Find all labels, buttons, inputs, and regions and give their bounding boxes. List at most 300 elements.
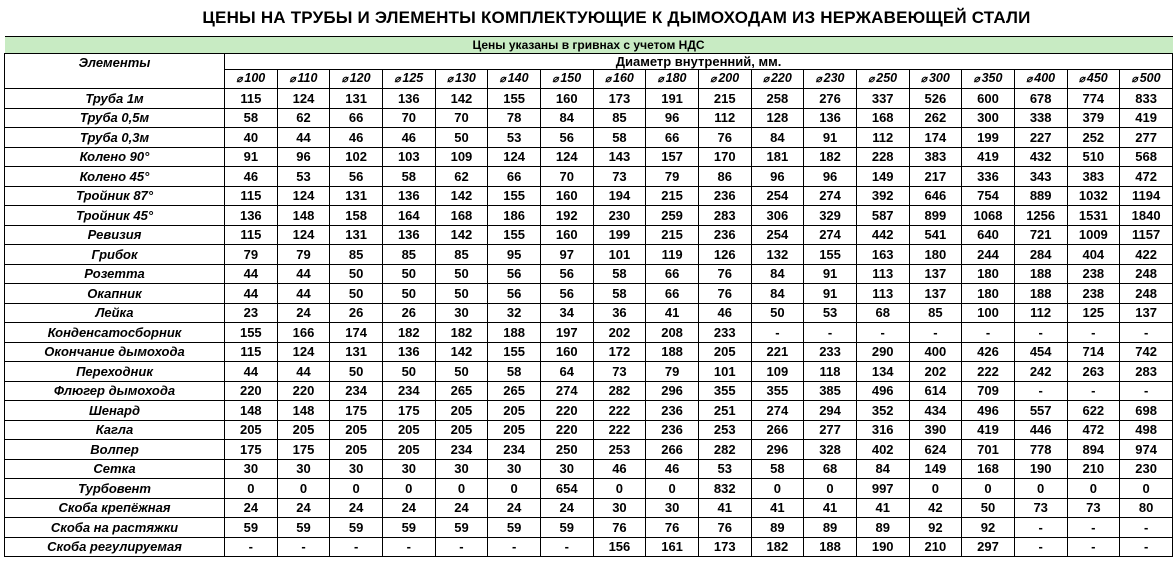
price-cell: 832 — [698, 479, 751, 499]
price-cell: 316 — [856, 420, 909, 440]
price-cell: 446 — [1014, 420, 1067, 440]
price-cell: 496 — [962, 401, 1015, 421]
price-cell: 124 — [488, 147, 541, 167]
diameter-cell — [698, 70, 751, 89]
price-cell: 379 — [1067, 108, 1120, 128]
price-cell: - — [1067, 537, 1120, 557]
price-cell: 50 — [435, 264, 488, 284]
diameter-cell — [540, 70, 593, 89]
price-cell: 115 — [225, 225, 278, 245]
element-name: Турбовент — [5, 479, 225, 499]
diameter-value: 140 — [507, 71, 529, 85]
element-name: Труба 0,3м — [5, 128, 225, 148]
element-name: Скоба на растяжки — [5, 518, 225, 538]
diameter-icon: ⌀ — [657, 74, 664, 85]
diameter-cell — [856, 70, 909, 89]
element-name: Скоба регулируемая — [5, 537, 225, 557]
price-cell: 58 — [225, 108, 278, 128]
price-cell: 156 — [593, 537, 646, 557]
price-cell: - — [1014, 323, 1067, 343]
price-cell: 137 — [909, 264, 962, 284]
price-cell: 148 — [225, 401, 278, 421]
price-cell: 137 — [1120, 303, 1173, 323]
price-cell: 472 — [1120, 167, 1173, 187]
price-cell: 136 — [382, 225, 435, 245]
price-cell: 0 — [962, 479, 1015, 499]
price-cell: 205 — [382, 420, 435, 440]
price-cell: - — [962, 323, 1015, 343]
price-table — [4, 36, 1173, 557]
price-cell: 44 — [225, 284, 278, 304]
price-cell: - — [909, 323, 962, 343]
price-cell: 97 — [540, 245, 593, 265]
price-cell: 109 — [751, 362, 804, 382]
price-cell: 222 — [593, 420, 646, 440]
price-cell: 32 — [488, 303, 541, 323]
price-cell: 59 — [225, 518, 278, 538]
table-row — [5, 459, 1173, 479]
table-row — [5, 167, 1173, 187]
price-cell: 76 — [698, 128, 751, 148]
price-cell: 0 — [646, 479, 699, 499]
diameter-value: 160 — [613, 71, 634, 85]
price-cell: 44 — [225, 362, 278, 382]
diameter-cell — [1067, 70, 1120, 89]
price-cell: 0 — [1067, 479, 1120, 499]
price-cell: 173 — [698, 537, 751, 557]
price-cell: 143 — [593, 147, 646, 167]
price-cell: 44 — [277, 284, 330, 304]
price-cell: 41 — [751, 498, 804, 518]
price-cell: 96 — [277, 147, 330, 167]
price-cell: 46 — [225, 167, 278, 187]
price-cell: 44 — [277, 264, 330, 284]
price-cell: 205 — [330, 420, 383, 440]
price-cell: 124 — [277, 342, 330, 362]
price-cell: 180 — [962, 264, 1015, 284]
table-row — [5, 498, 1173, 518]
price-cell: 24 — [277, 498, 330, 518]
element-name: Тройник 87° — [5, 186, 225, 206]
price-cell: 721 — [1014, 225, 1067, 245]
price-cell: 58 — [751, 459, 804, 479]
diameter-icon: ⌀ — [341, 74, 348, 85]
diameter-value: 450 — [1086, 71, 1108, 85]
price-cell: 205 — [435, 420, 488, 440]
price-cell: 124 — [540, 147, 593, 167]
price-cell: 89 — [751, 518, 804, 538]
price-cell: 188 — [646, 342, 699, 362]
price-cell: 89 — [856, 518, 909, 538]
price-cell: 426 — [962, 342, 1015, 362]
price-cell: 180 — [909, 245, 962, 265]
price-cell: 654 — [540, 479, 593, 499]
price-cell: 73 — [1067, 498, 1120, 518]
price-cell: 557 — [1014, 401, 1067, 421]
price-cell: 199 — [962, 128, 1015, 148]
diameter-value: 230 — [823, 71, 845, 85]
price-cell: 0 — [225, 479, 278, 499]
price-cell: 79 — [646, 362, 699, 382]
price-cell: 222 — [962, 362, 1015, 382]
price-cell: 56 — [488, 264, 541, 284]
price-cell: - — [277, 537, 330, 557]
diameter-icon: ⌀ — [552, 74, 559, 85]
price-cell: 230 — [1120, 459, 1173, 479]
price-cell: 155 — [488, 89, 541, 109]
price-cell: 296 — [751, 440, 804, 460]
price-cell: 59 — [435, 518, 488, 538]
element-name: Розетта — [5, 264, 225, 284]
price-cell: 265 — [435, 381, 488, 401]
price-cell: 180 — [962, 284, 1015, 304]
price-cell: 190 — [856, 537, 909, 557]
price-cell: 383 — [1067, 167, 1120, 187]
price-cell: 400 — [909, 342, 962, 362]
table-row — [5, 362, 1173, 382]
price-cell: 188 — [804, 537, 857, 557]
price-cell: 754 — [962, 186, 1015, 206]
price-cell: 79 — [646, 167, 699, 187]
price-cell: 136 — [225, 206, 278, 226]
price-cell: 136 — [382, 89, 435, 109]
price-cell: 262 — [909, 108, 962, 128]
price-cell: 44 — [277, 362, 330, 382]
price-cell: 296 — [646, 381, 699, 401]
price-cell: 233 — [698, 323, 751, 343]
diameter-icon: ⌀ — [868, 74, 875, 85]
price-cell: 343 — [1014, 167, 1067, 187]
price-cell: 698 — [1120, 401, 1173, 421]
price-cell: 238 — [1067, 264, 1120, 284]
price-cell: 1068 — [962, 206, 1015, 226]
price-cell: 40 — [225, 128, 278, 148]
price-cell: 233 — [804, 342, 857, 362]
price-cell: 96 — [804, 167, 857, 187]
price-cell: 124 — [277, 89, 330, 109]
price-cell: 112 — [1014, 303, 1067, 323]
price-cell: 44 — [225, 264, 278, 284]
price-cell: 79 — [277, 245, 330, 265]
vat-note-row — [5, 37, 1173, 54]
price-cell: 30 — [225, 459, 278, 479]
table-row — [5, 537, 1173, 557]
price-cell: 274 — [751, 401, 804, 421]
price-cell: 250 — [540, 440, 593, 460]
diameter-value: 100 — [244, 71, 266, 85]
diameter-icon: ⌀ — [289, 74, 296, 85]
table-row — [5, 381, 1173, 401]
price-cell: 248 — [1120, 264, 1173, 284]
price-cell: 76 — [698, 284, 751, 304]
price-cell: 188 — [1014, 264, 1067, 284]
price-cell: 34 — [540, 303, 593, 323]
price-cell: 220 — [540, 401, 593, 421]
diameter-value: 130 — [455, 71, 476, 85]
price-cell: 1009 — [1067, 225, 1120, 245]
price-cell: 115 — [225, 186, 278, 206]
price-cell: 234 — [330, 381, 383, 401]
price-cell: 30 — [435, 303, 488, 323]
price-cell: 46 — [698, 303, 751, 323]
price-cell: 50 — [330, 284, 383, 304]
price-cell: 182 — [751, 537, 804, 557]
price-cell: 148 — [277, 401, 330, 421]
price-cell: 251 — [698, 401, 751, 421]
price-cell: 283 — [698, 206, 751, 226]
price-cell: 53 — [277, 167, 330, 187]
price-cell: - — [1014, 518, 1067, 538]
price-cell: 56 — [540, 128, 593, 148]
price-cell: - — [330, 537, 383, 557]
price-cell: 210 — [1067, 459, 1120, 479]
price-cell: 59 — [277, 518, 330, 538]
price-cell: 252 — [1067, 128, 1120, 148]
price-cell: 274 — [804, 186, 857, 206]
price-cell: 205 — [277, 420, 330, 440]
price-cell: 205 — [488, 401, 541, 421]
price-cell: 454 — [1014, 342, 1067, 362]
price-cell: 66 — [488, 167, 541, 187]
price-cell: 678 — [1014, 89, 1067, 109]
price-cell: 294 — [804, 401, 857, 421]
price-cell: 205 — [225, 420, 278, 440]
price-cell: 215 — [646, 186, 699, 206]
price-cell: 101 — [593, 245, 646, 265]
price-cell: 277 — [1120, 128, 1173, 148]
price-cell: 73 — [593, 362, 646, 382]
element-name: Кагла — [5, 420, 225, 440]
price-cell: 66 — [646, 284, 699, 304]
price-cell: 337 — [856, 89, 909, 109]
price-cell: 1256 — [1014, 206, 1067, 226]
element-name: Шенард — [5, 401, 225, 421]
price-cell: 175 — [225, 440, 278, 460]
price-cell: 89 — [804, 518, 857, 538]
price-cell: 222 — [593, 401, 646, 421]
price-cell: 1531 — [1067, 206, 1120, 226]
price-cell: 164 — [382, 206, 435, 226]
price-cell: 188 — [1014, 284, 1067, 304]
diameter-value: 220 — [770, 71, 792, 85]
price-cell: 253 — [698, 420, 751, 440]
price-cell: 46 — [382, 128, 435, 148]
price-cell: 640 — [962, 225, 1015, 245]
price-cell: 328 — [804, 440, 857, 460]
diameter-icon: ⌀ — [394, 74, 401, 85]
price-cell: 714 — [1067, 342, 1120, 362]
price-cell: 419 — [962, 420, 1015, 440]
price-cell: 142 — [435, 89, 488, 109]
price-cell: 472 — [1067, 420, 1120, 440]
price-cell: 96 — [751, 167, 804, 187]
price-cell: 50 — [382, 264, 435, 284]
price-cell: 284 — [1014, 245, 1067, 265]
price-cell: 191 — [646, 89, 699, 109]
price-cell: 157 — [646, 147, 699, 167]
price-cell: 266 — [646, 440, 699, 460]
price-cell: 274 — [804, 225, 857, 245]
price-cell: 79 — [225, 245, 278, 265]
price-cell: 220 — [225, 381, 278, 401]
price-cell: 160 — [540, 186, 593, 206]
table-row — [5, 303, 1173, 323]
price-cell: - — [1120, 537, 1173, 557]
price-cell: 132 — [751, 245, 804, 265]
table-row — [5, 479, 1173, 499]
price-cell: 355 — [751, 381, 804, 401]
price-cell: 24 — [488, 498, 541, 518]
price-cell: 646 — [909, 186, 962, 206]
price-cell: 419 — [1120, 108, 1173, 128]
price-cell: 205 — [488, 420, 541, 440]
price-cell: 329 — [804, 206, 857, 226]
diameter-cell — [593, 70, 646, 89]
element-name: Тройник 45° — [5, 206, 225, 226]
price-cell: 155 — [804, 245, 857, 265]
price-cell: - — [856, 323, 909, 343]
price-cell: 168 — [435, 206, 488, 226]
price-cell: 24 — [435, 498, 488, 518]
table-row — [5, 89, 1173, 109]
price-cell: 126 — [698, 245, 751, 265]
price-cell: 131 — [330, 89, 383, 109]
header-row — [5, 54, 1173, 70]
price-cell: 300 — [962, 108, 1015, 128]
price-cell: 182 — [804, 147, 857, 167]
price-cell: 390 — [909, 420, 962, 440]
price-cell: 774 — [1067, 89, 1120, 109]
price-cell: 62 — [435, 167, 488, 187]
price-cell: 742 — [1120, 342, 1173, 362]
price-cell: 115 — [225, 342, 278, 362]
price-cell: 173 — [593, 89, 646, 109]
price-cell: 442 — [856, 225, 909, 245]
price-cell: 338 — [1014, 108, 1067, 128]
price-cell: 50 — [382, 284, 435, 304]
element-name: Колено 45° — [5, 167, 225, 187]
table-row — [5, 342, 1173, 362]
price-cell: 124 — [277, 225, 330, 245]
price-cell: 266 — [751, 420, 804, 440]
price-cell: 336 — [962, 167, 1015, 187]
price-cell: 0 — [435, 479, 488, 499]
price-cell: 166 — [277, 323, 330, 343]
price-cell: 234 — [382, 381, 435, 401]
price-cell: 192 — [540, 206, 593, 226]
price-cell: 84 — [540, 108, 593, 128]
price-cell: 277 — [804, 420, 857, 440]
price-cell: 242 — [1014, 362, 1067, 382]
price-cell: 58 — [593, 264, 646, 284]
price-cell: 136 — [382, 186, 435, 206]
price-cell: 102 — [330, 147, 383, 167]
price-cell: 709 — [962, 381, 1015, 401]
table-row — [5, 245, 1173, 265]
table-row — [5, 225, 1173, 245]
diameter-cell — [225, 70, 278, 89]
price-cell: 227 — [1014, 128, 1067, 148]
price-cell: 41 — [698, 498, 751, 518]
price-cell: - — [1067, 518, 1120, 538]
price-cell: 30 — [435, 459, 488, 479]
price-cell: 0 — [804, 479, 857, 499]
diameter-icon: ⌀ — [710, 74, 717, 85]
diameter-cell — [1120, 70, 1173, 89]
price-cell: 84 — [751, 284, 804, 304]
price-cell: 85 — [330, 245, 383, 265]
element-name: Колено 90° — [5, 147, 225, 167]
price-cell: 66 — [646, 128, 699, 148]
price-cell: 174 — [909, 128, 962, 148]
price-cell: 274 — [540, 381, 593, 401]
page-title: ЦЕНЫ НА ТРУБЫ И ЭЛЕМЕНТЫ КОМПЛЕКТУЮЩИЕ К ДЫМОХОДАМ ИЗ НЕРЖАВЕЮЩЕЙ СТАЛИ — [202, 8, 1031, 27]
price-cell: 215 — [646, 225, 699, 245]
diameter-cell — [277, 70, 330, 89]
price-cell: 59 — [330, 518, 383, 538]
price-cell: 148 — [277, 206, 330, 226]
price-cell: 24 — [382, 498, 435, 518]
diameter-cell — [488, 70, 541, 89]
diameter-icon: ⌀ — [920, 74, 927, 85]
price-cell: 92 — [962, 518, 1015, 538]
price-cell: 175 — [330, 401, 383, 421]
element-name: Конденсатосборник — [5, 323, 225, 343]
price-cell: - — [1067, 323, 1120, 343]
price-cell: 419 — [962, 147, 1015, 167]
table-row — [5, 264, 1173, 284]
price-cell: 68 — [804, 459, 857, 479]
price-cell: 70 — [435, 108, 488, 128]
price-cell: 124 — [277, 186, 330, 206]
price-cell: 85 — [593, 108, 646, 128]
price-cell: 53 — [804, 303, 857, 323]
price-cell: 174 — [330, 323, 383, 343]
diameter-value: 400 — [1034, 71, 1056, 85]
price-cell: 160 — [540, 89, 593, 109]
diameter-value: 120 — [349, 71, 371, 85]
price-cell: 182 — [435, 323, 488, 343]
price-cell: 0 — [593, 479, 646, 499]
price-cell: 778 — [1014, 440, 1067, 460]
element-name: Окапник — [5, 284, 225, 304]
price-cell: 188 — [488, 323, 541, 343]
price-cell: 91 — [804, 128, 857, 148]
price-cell: 53 — [698, 459, 751, 479]
price-cell: 58 — [382, 167, 435, 187]
price-cell: 30 — [277, 459, 330, 479]
element-name: Труба 0,5м — [5, 108, 225, 128]
price-cell: 62 — [277, 108, 330, 128]
price-cell: 422 — [1120, 245, 1173, 265]
price-cell: 64 — [540, 362, 593, 382]
price-cell: 30 — [593, 498, 646, 518]
price-cell: 103 — [382, 147, 435, 167]
diameter-value: 150 — [560, 71, 582, 85]
price-cell: 24 — [225, 498, 278, 518]
price-cell: 899 — [909, 206, 962, 226]
price-cell: 56 — [488, 284, 541, 304]
elements-header: Элементы — [5, 54, 225, 89]
price-cell: 352 — [856, 401, 909, 421]
price-cell: 282 — [698, 440, 751, 460]
price-cell: 541 — [909, 225, 962, 245]
price-cell: 70 — [540, 167, 593, 187]
price-cell: - — [1067, 381, 1120, 401]
price-cell: 142 — [435, 186, 488, 206]
price-cell: 155 — [488, 186, 541, 206]
price-cell: 112 — [698, 108, 751, 128]
